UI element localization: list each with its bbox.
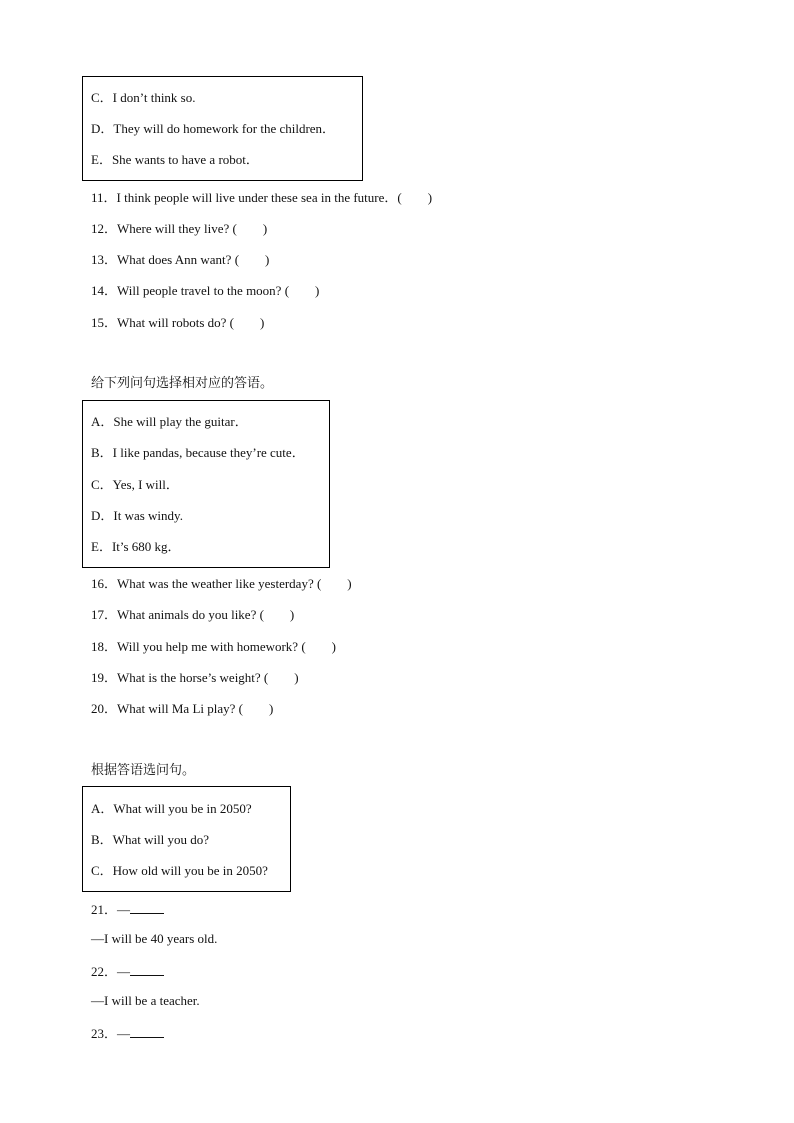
question-20: 20．What will Ma Li play? ( ) — [91, 701, 274, 716]
question-14: 14．Will people travel to the moon? ( ) — [91, 283, 320, 298]
question-11: 11．I think people will live under these sea in the future．( ) — [91, 190, 433, 205]
answer-blank[interactable] — [130, 901, 164, 914]
option-a: A．She will play the guitar． — [91, 414, 248, 429]
option-d: D．They will do homework for the children． — [91, 121, 336, 136]
option-e: E．It’s 680 kg． — [91, 539, 181, 554]
answer-blank[interactable] — [130, 963, 164, 976]
option-c: C．I don’t think so. — [91, 90, 196, 105]
question-19: 19．What is the horse’s weight? ( ) — [91, 670, 299, 685]
option-b: B．I like pandas, because they’re cute． — [91, 445, 305, 460]
question-number: 23．— — [91, 1026, 131, 1041]
question-number: 22．— — [91, 964, 131, 979]
option-d: D．It was windy. — [91, 508, 183, 523]
question-21 — [91, 901, 164, 918]
question-13: 13．What does Ann want? ( ) — [91, 252, 270, 267]
answer-21: —I will be 40 years old. — [91, 931, 218, 946]
section-heading-2: 给下列问句选择相对应的答语。 — [91, 376, 274, 391]
question-18: 18．Will you help me with homework? ( ) — [91, 639, 336, 654]
question-12: 12．Where will they live? ( ) — [91, 221, 268, 236]
answer-22: —I will be a teacher. — [91, 993, 200, 1008]
option-a: A．What will you be in 2050? — [91, 801, 252, 816]
question-number: 21．— — [91, 902, 131, 917]
option-c: C．How old will you be in 2050? — [91, 863, 268, 878]
option-c: C．Yes, I will． — [91, 477, 179, 492]
question-16: 16．What was the weather like yesterday? ( ) — [91, 576, 352, 591]
option-b: B．What will you do? — [91, 832, 210, 847]
option-e: E．She wants to have a robot． — [91, 152, 259, 167]
question-17: 17．What animals do you like? ( ) — [91, 607, 295, 622]
answer-blank[interactable] — [130, 1025, 164, 1038]
question-23 — [91, 1025, 164, 1042]
question-15: 15．What will robots do? ( ) — [91, 315, 265, 330]
section-heading-3: 根据答语选问句。 — [91, 763, 196, 778]
question-22 — [91, 963, 164, 980]
